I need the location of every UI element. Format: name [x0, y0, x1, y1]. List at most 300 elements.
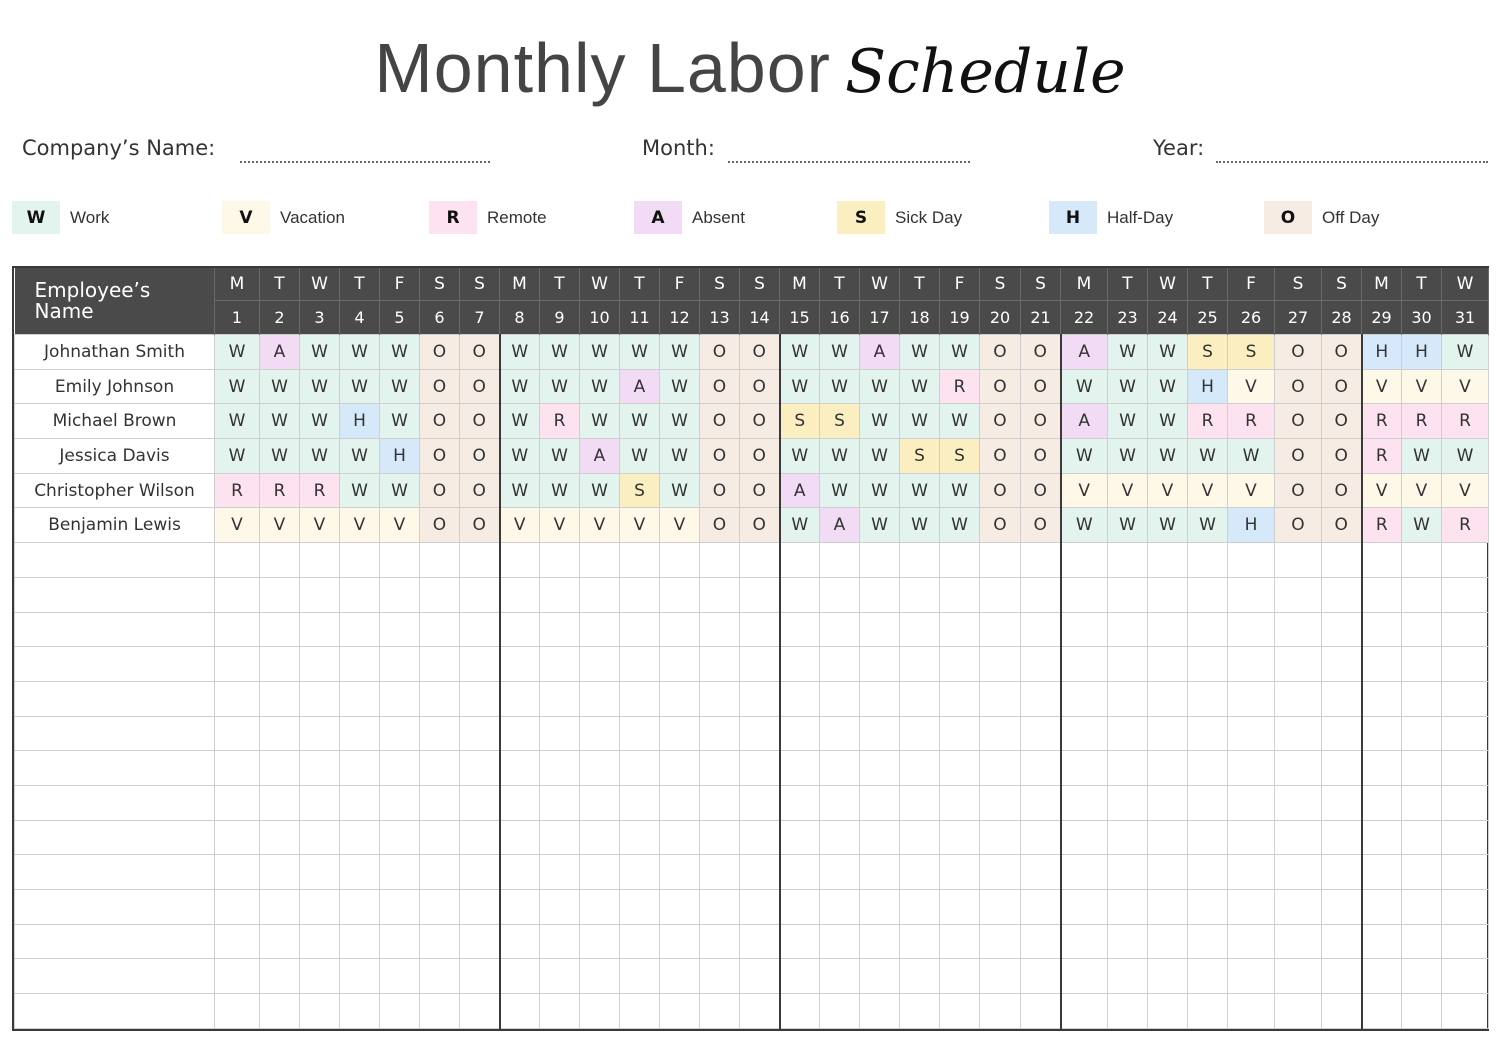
employee-name-cell[interactable]: Christopher Wilson [15, 473, 215, 508]
schedule-cell[interactable] [380, 785, 420, 820]
schedule-cell[interactable]: S [900, 439, 940, 474]
schedule-cell[interactable] [860, 890, 900, 925]
schedule-cell[interactable] [215, 855, 260, 890]
schedule-cell[interactable] [215, 577, 260, 612]
schedule-cell[interactable]: W [860, 508, 900, 543]
schedule-cell[interactable]: O [1021, 335, 1061, 370]
schedule-cell[interactable] [1021, 855, 1061, 890]
schedule-cell[interactable]: O [1322, 508, 1362, 543]
schedule-cell[interactable]: V [1061, 473, 1108, 508]
schedule-cell[interactable] [820, 959, 860, 994]
schedule-cell[interactable] [1061, 751, 1108, 786]
schedule-cell[interactable]: W [780, 508, 820, 543]
schedule-cell[interactable]: W [380, 369, 420, 404]
employee-name-cell[interactable] [15, 820, 215, 855]
schedule-cell[interactable] [340, 994, 380, 1029]
schedule-cell[interactable] [780, 785, 820, 820]
schedule-cell[interactable] [620, 612, 660, 647]
schedule-cell[interactable] [1188, 716, 1228, 751]
schedule-cell[interactable] [620, 543, 660, 578]
schedule-cell[interactable]: W [580, 369, 620, 404]
schedule-cell[interactable] [1322, 785, 1362, 820]
schedule-cell[interactable]: W [1442, 439, 1489, 474]
schedule-cell[interactable] [620, 647, 660, 682]
schedule-cell[interactable] [1061, 716, 1108, 751]
schedule-cell[interactable] [1275, 751, 1322, 786]
schedule-cell[interactable] [1442, 820, 1489, 855]
schedule-cell[interactable]: O [980, 439, 1021, 474]
schedule-cell[interactable] [1021, 959, 1061, 994]
schedule-cell[interactable]: O [1275, 404, 1322, 439]
schedule-cell[interactable] [1322, 994, 1362, 1029]
schedule-cell[interactable] [1148, 577, 1188, 612]
schedule-cell[interactable]: W [340, 439, 380, 474]
schedule-cell[interactable] [215, 994, 260, 1029]
schedule-cell[interactable] [1148, 716, 1188, 751]
schedule-cell[interactable] [380, 994, 420, 1029]
employee-name-cell[interactable]: Benjamin Lewis [15, 508, 215, 543]
schedule-cell[interactable] [340, 612, 380, 647]
schedule-cell[interactable] [940, 959, 980, 994]
schedule-cell[interactable] [215, 543, 260, 578]
schedule-cell[interactable] [460, 994, 500, 1029]
schedule-cell[interactable] [1108, 890, 1148, 925]
schedule-cell[interactable]: O [1021, 439, 1061, 474]
schedule-cell[interactable] [700, 647, 740, 682]
schedule-cell[interactable] [540, 890, 580, 925]
schedule-cell[interactable] [820, 577, 860, 612]
schedule-cell[interactable] [1021, 716, 1061, 751]
schedule-cell[interactable] [420, 716, 460, 751]
schedule-cell[interactable] [660, 751, 700, 786]
month-field[interactable] [728, 161, 970, 163]
schedule-cell[interactable] [1362, 577, 1402, 612]
schedule-cell[interactable] [260, 543, 300, 578]
schedule-cell[interactable] [540, 785, 580, 820]
schedule-cell[interactable]: W [540, 473, 580, 508]
schedule-cell[interactable] [860, 681, 900, 716]
schedule-cell[interactable]: W [1061, 369, 1108, 404]
schedule-cell[interactable] [1362, 612, 1402, 647]
schedule-cell[interactable]: W [500, 369, 540, 404]
schedule-cell[interactable] [540, 751, 580, 786]
schedule-cell[interactable] [540, 647, 580, 682]
schedule-cell[interactable] [580, 924, 620, 959]
schedule-cell[interactable]: R [1188, 404, 1228, 439]
schedule-cell[interactable] [460, 612, 500, 647]
schedule-cell[interactable] [540, 959, 580, 994]
schedule-cell[interactable] [540, 994, 580, 1029]
schedule-cell[interactable] [580, 751, 620, 786]
employee-name-cell[interactable] [15, 751, 215, 786]
schedule-cell[interactable] [300, 716, 340, 751]
schedule-cell[interactable] [900, 994, 940, 1029]
schedule-cell[interactable] [700, 959, 740, 994]
schedule-cell[interactable]: V [500, 508, 540, 543]
schedule-cell[interactable] [1021, 924, 1061, 959]
schedule-cell[interactable]: R [1362, 508, 1402, 543]
schedule-cell[interactable] [1148, 820, 1188, 855]
schedule-cell[interactable] [300, 890, 340, 925]
schedule-cell[interactable] [1442, 751, 1489, 786]
schedule-cell[interactable] [300, 959, 340, 994]
schedule-cell[interactable]: W [860, 369, 900, 404]
schedule-cell[interactable] [420, 681, 460, 716]
schedule-cell[interactable] [900, 751, 940, 786]
schedule-cell[interactable]: O [980, 335, 1021, 370]
schedule-cell[interactable] [1108, 647, 1148, 682]
schedule-cell[interactable] [380, 716, 420, 751]
schedule-cell[interactable] [700, 855, 740, 890]
schedule-cell[interactable]: A [1061, 404, 1108, 439]
schedule-cell[interactable]: V [1442, 369, 1489, 404]
schedule-cell[interactable] [260, 681, 300, 716]
schedule-cell[interactable]: R [1362, 439, 1402, 474]
schedule-cell[interactable]: W [1402, 439, 1442, 474]
schedule-cell[interactable] [980, 716, 1021, 751]
schedule-cell[interactable] [740, 855, 780, 890]
schedule-cell[interactable] [420, 647, 460, 682]
schedule-cell[interactable] [1108, 959, 1148, 994]
schedule-cell[interactable] [660, 681, 700, 716]
employee-name-cell[interactable] [15, 681, 215, 716]
schedule-cell[interactable]: O [460, 439, 500, 474]
schedule-cell[interactable] [980, 855, 1021, 890]
schedule-cell[interactable]: W [500, 473, 540, 508]
schedule-cell[interactable]: W [1148, 335, 1188, 370]
schedule-cell[interactable] [1108, 751, 1148, 786]
schedule-cell[interactable]: O [1275, 369, 1322, 404]
schedule-cell[interactable] [1061, 681, 1108, 716]
schedule-cell[interactable] [980, 751, 1021, 786]
employee-name-cell[interactable] [15, 543, 215, 578]
schedule-cell[interactable] [540, 716, 580, 751]
schedule-cell[interactable] [900, 924, 940, 959]
schedule-cell[interactable] [1108, 681, 1148, 716]
schedule-cell[interactable] [1402, 577, 1442, 612]
schedule-cell[interactable] [700, 681, 740, 716]
schedule-cell[interactable] [580, 994, 620, 1029]
schedule-cell[interactable] [1442, 890, 1489, 925]
schedule-cell[interactable]: V [1442, 473, 1489, 508]
schedule-cell[interactable]: S [780, 404, 820, 439]
schedule-cell[interactable]: W [300, 369, 340, 404]
schedule-cell[interactable] [215, 924, 260, 959]
schedule-cell[interactable] [460, 855, 500, 890]
schedule-cell[interactable] [1275, 890, 1322, 925]
schedule-cell[interactable] [940, 855, 980, 890]
schedule-cell[interactable]: W [380, 335, 420, 370]
schedule-cell[interactable] [420, 751, 460, 786]
schedule-cell[interactable] [1061, 612, 1108, 647]
schedule-cell[interactable] [580, 543, 620, 578]
schedule-cell[interactable] [1228, 924, 1275, 959]
schedule-cell[interactable] [260, 959, 300, 994]
schedule-cell[interactable]: R [260, 473, 300, 508]
schedule-cell[interactable]: O [460, 508, 500, 543]
schedule-cell[interactable] [460, 543, 500, 578]
schedule-cell[interactable]: V [1228, 369, 1275, 404]
schedule-cell[interactable]: R [1402, 404, 1442, 439]
schedule-cell[interactable] [260, 647, 300, 682]
schedule-cell[interactable] [1402, 681, 1442, 716]
schedule-cell[interactable] [1228, 716, 1275, 751]
schedule-cell[interactable] [1275, 543, 1322, 578]
schedule-cell[interactable] [1322, 924, 1362, 959]
schedule-cell[interactable] [580, 890, 620, 925]
schedule-cell[interactable] [740, 577, 780, 612]
schedule-cell[interactable] [1188, 785, 1228, 820]
schedule-cell[interactable]: R [540, 404, 580, 439]
schedule-cell[interactable]: V [620, 508, 660, 543]
schedule-cell[interactable]: O [740, 473, 780, 508]
schedule-cell[interactable] [1148, 924, 1188, 959]
schedule-cell[interactable] [500, 890, 540, 925]
schedule-cell[interactable] [660, 890, 700, 925]
schedule-cell[interactable] [1148, 612, 1188, 647]
schedule-cell[interactable] [340, 751, 380, 786]
schedule-cell[interactable] [1362, 751, 1402, 786]
schedule-cell[interactable] [1228, 751, 1275, 786]
schedule-cell[interactable] [300, 543, 340, 578]
schedule-cell[interactable] [740, 716, 780, 751]
schedule-cell[interactable]: V [1108, 473, 1148, 508]
schedule-cell[interactable]: O [420, 369, 460, 404]
schedule-cell[interactable]: W [260, 404, 300, 439]
schedule-cell[interactable] [1228, 577, 1275, 612]
employee-name-cell[interactable] [15, 994, 215, 1029]
schedule-cell[interactable]: W [1402, 508, 1442, 543]
schedule-cell[interactable] [260, 820, 300, 855]
schedule-cell[interactable] [420, 855, 460, 890]
schedule-cell[interactable]: W [940, 404, 980, 439]
schedule-cell[interactable] [1362, 994, 1402, 1029]
schedule-cell[interactable] [1061, 785, 1108, 820]
schedule-cell[interactable]: W [580, 404, 620, 439]
schedule-cell[interactable]: W [380, 473, 420, 508]
schedule-cell[interactable] [1275, 855, 1322, 890]
schedule-cell[interactable] [300, 924, 340, 959]
schedule-cell[interactable] [500, 543, 540, 578]
schedule-cell[interactable] [340, 716, 380, 751]
schedule-cell[interactable] [780, 577, 820, 612]
schedule-cell[interactable] [1362, 855, 1402, 890]
schedule-cell[interactable] [540, 855, 580, 890]
schedule-cell[interactable] [620, 751, 660, 786]
schedule-cell[interactable]: V [1228, 473, 1275, 508]
schedule-cell[interactable] [620, 924, 660, 959]
schedule-cell[interactable] [620, 785, 660, 820]
schedule-cell[interactable] [420, 577, 460, 612]
schedule-cell[interactable]: W [1108, 369, 1148, 404]
schedule-cell[interactable] [1442, 924, 1489, 959]
schedule-cell[interactable] [1322, 612, 1362, 647]
schedule-cell[interactable]: O [980, 473, 1021, 508]
schedule-cell[interactable]: W [820, 473, 860, 508]
schedule-cell[interactable]: H [1402, 335, 1442, 370]
schedule-cell[interactable] [380, 577, 420, 612]
schedule-cell[interactable] [940, 543, 980, 578]
schedule-cell[interactable]: W [1108, 335, 1148, 370]
schedule-cell[interactable] [980, 890, 1021, 925]
schedule-cell[interactable] [900, 577, 940, 612]
schedule-cell[interactable]: S [820, 404, 860, 439]
schedule-cell[interactable] [340, 681, 380, 716]
schedule-cell[interactable] [940, 890, 980, 925]
schedule-cell[interactable]: V [1362, 473, 1402, 508]
schedule-cell[interactable]: V [380, 508, 420, 543]
schedule-cell[interactable] [1322, 959, 1362, 994]
schedule-cell[interactable]: W [900, 369, 940, 404]
schedule-cell[interactable] [1402, 855, 1442, 890]
schedule-cell[interactable] [1442, 681, 1489, 716]
schedule-cell[interactable]: W [780, 335, 820, 370]
schedule-cell[interactable] [1322, 543, 1362, 578]
schedule-cell[interactable] [500, 647, 540, 682]
schedule-cell[interactable] [380, 890, 420, 925]
schedule-cell[interactable] [340, 577, 380, 612]
schedule-cell[interactable] [1188, 543, 1228, 578]
schedule-cell[interactable] [380, 751, 420, 786]
schedule-cell[interactable] [500, 855, 540, 890]
schedule-cell[interactable]: W [900, 508, 940, 543]
schedule-cell[interactable] [660, 716, 700, 751]
schedule-cell[interactable] [740, 994, 780, 1029]
schedule-cell[interactable]: W [215, 335, 260, 370]
schedule-cell[interactable]: O [1322, 335, 1362, 370]
schedule-cell[interactable] [860, 820, 900, 855]
schedule-cell[interactable] [780, 924, 820, 959]
schedule-cell[interactable]: W [900, 404, 940, 439]
schedule-cell[interactable]: O [1322, 404, 1362, 439]
schedule-cell[interactable] [980, 681, 1021, 716]
schedule-cell[interactable] [215, 959, 260, 994]
schedule-cell[interactable]: O [460, 404, 500, 439]
schedule-cell[interactable] [740, 959, 780, 994]
schedule-cell[interactable] [1021, 681, 1061, 716]
schedule-cell[interactable] [1021, 785, 1061, 820]
schedule-cell[interactable] [380, 855, 420, 890]
schedule-cell[interactable] [740, 543, 780, 578]
schedule-cell[interactable] [1402, 785, 1442, 820]
schedule-cell[interactable]: R [940, 369, 980, 404]
schedule-cell[interactable] [1148, 959, 1188, 994]
schedule-cell[interactable] [300, 612, 340, 647]
employee-name-cell[interactable] [15, 785, 215, 820]
schedule-cell[interactable] [260, 716, 300, 751]
employee-name-cell[interactable]: Jessica Davis [15, 439, 215, 474]
schedule-cell[interactable] [540, 924, 580, 959]
schedule-cell[interactable] [1228, 994, 1275, 1029]
schedule-cell[interactable]: W [660, 335, 700, 370]
schedule-cell[interactable]: O [700, 508, 740, 543]
schedule-cell[interactable] [420, 959, 460, 994]
schedule-cell[interactable] [580, 612, 620, 647]
schedule-cell[interactable] [940, 785, 980, 820]
schedule-cell[interactable] [900, 820, 940, 855]
schedule-cell[interactable]: O [700, 439, 740, 474]
year-field[interactable] [1216, 161, 1488, 163]
schedule-cell[interactable] [900, 959, 940, 994]
schedule-cell[interactable] [1148, 890, 1188, 925]
schedule-cell[interactable] [1442, 716, 1489, 751]
schedule-cell[interactable] [620, 820, 660, 855]
schedule-cell[interactable] [580, 681, 620, 716]
schedule-cell[interactable] [260, 577, 300, 612]
schedule-cell[interactable]: W [500, 439, 540, 474]
schedule-cell[interactable] [460, 716, 500, 751]
schedule-cell[interactable] [980, 577, 1021, 612]
schedule-cell[interactable]: W [500, 404, 540, 439]
schedule-cell[interactable]: O [1275, 473, 1322, 508]
schedule-cell[interactable] [1148, 647, 1188, 682]
schedule-cell[interactable] [1442, 994, 1489, 1029]
schedule-cell[interactable] [1275, 994, 1322, 1029]
schedule-cell[interactable]: R [215, 473, 260, 508]
schedule-cell[interactable] [1148, 681, 1188, 716]
schedule-cell[interactable]: V [1148, 473, 1188, 508]
schedule-cell[interactable]: V [1362, 369, 1402, 404]
schedule-cell[interactable]: W [540, 335, 580, 370]
schedule-cell[interactable]: A [580, 439, 620, 474]
schedule-cell[interactable]: W [1148, 404, 1188, 439]
schedule-cell[interactable] [500, 959, 540, 994]
schedule-cell[interactable] [620, 890, 660, 925]
schedule-cell[interactable] [1061, 924, 1108, 959]
schedule-cell[interactable] [1322, 716, 1362, 751]
schedule-cell[interactable] [1148, 751, 1188, 786]
schedule-cell[interactable] [820, 716, 860, 751]
schedule-cell[interactable] [900, 855, 940, 890]
schedule-cell[interactable]: H [1188, 369, 1228, 404]
schedule-cell[interactable] [1061, 543, 1108, 578]
schedule-cell[interactable] [1188, 751, 1228, 786]
schedule-cell[interactable]: W [540, 369, 580, 404]
schedule-cell[interactable] [900, 647, 940, 682]
schedule-cell[interactable] [780, 612, 820, 647]
schedule-cell[interactable]: W [1108, 508, 1148, 543]
schedule-cell[interactable] [340, 924, 380, 959]
schedule-cell[interactable] [1362, 785, 1402, 820]
schedule-cell[interactable] [1108, 543, 1148, 578]
schedule-cell[interactable] [980, 994, 1021, 1029]
schedule-cell[interactable]: V [540, 508, 580, 543]
schedule-cell[interactable]: O [460, 473, 500, 508]
schedule-cell[interactable] [1061, 890, 1108, 925]
schedule-cell[interactable] [980, 959, 1021, 994]
schedule-cell[interactable] [1061, 577, 1108, 612]
schedule-cell[interactable]: W [260, 439, 300, 474]
schedule-cell[interactable]: A [780, 473, 820, 508]
schedule-cell[interactable] [700, 612, 740, 647]
schedule-cell[interactable] [1442, 647, 1489, 682]
schedule-cell[interactable] [1322, 751, 1362, 786]
schedule-cell[interactable] [1108, 612, 1148, 647]
schedule-cell[interactable]: W [500, 335, 540, 370]
schedule-cell[interactable] [260, 751, 300, 786]
schedule-cell[interactable] [780, 890, 820, 925]
schedule-cell[interactable] [1228, 647, 1275, 682]
schedule-cell[interactable] [1362, 543, 1402, 578]
schedule-cell[interactable] [980, 647, 1021, 682]
schedule-cell[interactable] [780, 994, 820, 1029]
schedule-cell[interactable] [1061, 820, 1108, 855]
schedule-cell[interactable] [1228, 855, 1275, 890]
schedule-cell[interactable] [860, 647, 900, 682]
schedule-cell[interactable] [860, 612, 900, 647]
employee-name-cell[interactable] [15, 959, 215, 994]
schedule-cell[interactable]: O [740, 404, 780, 439]
